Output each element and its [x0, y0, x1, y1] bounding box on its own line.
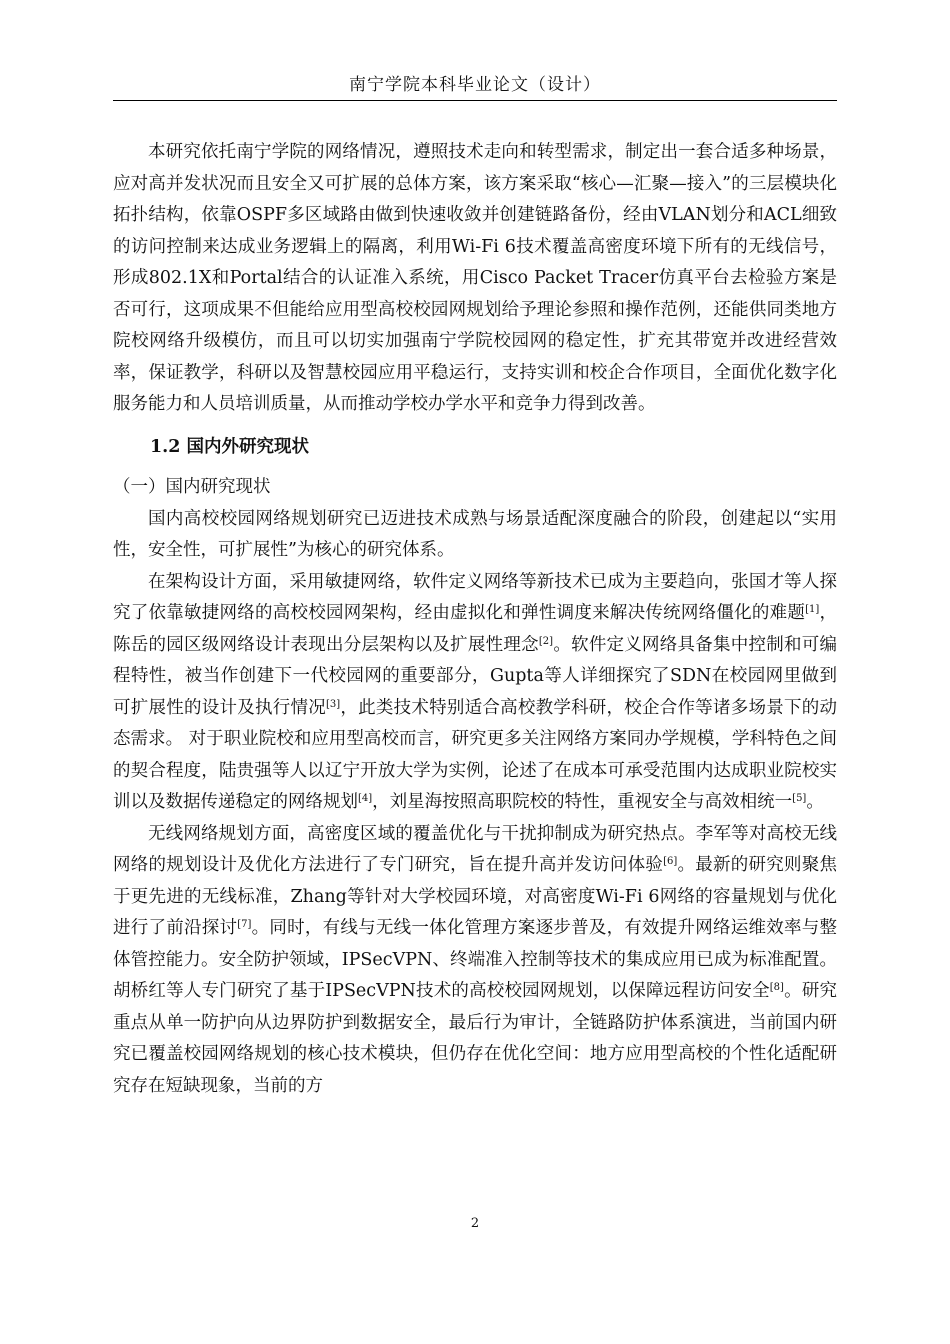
text-span: ，刘星海按照高职院校的特性，重视安全与高效相统一	[372, 792, 793, 812]
paragraph-wireless	[113, 819, 837, 1103]
subsection-heading: （一）国内研究现状	[113, 477, 271, 497]
citation: [6]	[663, 856, 678, 867]
paragraph-domestic-overview: 国内高校校园网络规划研究已迈进技术成熟与场景适配深度融合的阶段，创建起以“实用性，安全性，可扩展性”为核心的研究体系。	[113, 508, 837, 560]
citation: [1]	[805, 604, 820, 615]
text-span: 。研究重点从单一防护向从边界防护到数据安全，最后行为审计，全链路防护体系演进，当前国内研究已覆盖校园网络规划的核心技术模块，但仍存在优化空间：地方应用型高校的个性化适配研究存在短缺现象，当前的方	[113, 981, 838, 1096]
citation: [2]	[538, 635, 554, 647]
header-rule	[113, 100, 837, 101]
citation: [3]	[325, 698, 341, 710]
section-heading: 1.2 国内外研究现状	[150, 436, 310, 457]
paragraph-research-significance: 本研究依托南宁学院的网络情况，遵照技术走向和转型需求，制定出一套合适多种场景，应对高并发状况而且安全又可扩展的总体方案，该方案采取“核心—汇聚—接入”的三层模块化拓扑结构，依靠OSPF多区域路由做到快速收敛并创建链路备份，经由VLAN划分和ACL细致的访问控制来达成业务逻辑上的隔离，利用Wi-Fi 6技术覆盖高密度环境下所有的无线信号，形成802.1X和Portal结合的认证准入系统，用Cisco Packet Tracer仿真平台去检验方案是否可行，这项成果不但能给应用型高校校园网规划给予理论参照和操作范例，还能供同类地方院校网络升级模仿，而且可以切实加强南宁学院校园网的稳定性，扩充其带宽并改进经营效率，保证教学，科研以及智慧校园应用平稳运行，支持实训和校企合作项目，全面优化数字化服务能力和人员培训质量，从而推动学校办学水平和竞争力得到改善。	[113, 142, 837, 414]
citation: [5]	[792, 793, 807, 804]
text-span: 无线网络规划方面，高密度区域的覆盖优化与干扰抑制成为研究热点。李军等对高校无线网络的规划设计及优化方法进行了专门研究，旨在提升高并发访问体验	[113, 823, 837, 875]
body-text	[113, 137, 837, 1102]
text-span: 。软件定义网络具备集中控制和可编程特性，被当作创建下一代校园网的重要部分，Gupta等人详细探究了SDN在校园网里做到可扩展性的设计及执行情况	[113, 634, 838, 718]
page-number: 2	[470, 1216, 480, 1231]
text-span: 。最新的研究则聚焦于更先进的无线标准，Zhang等针对大学校园环境，对高密度Wi-Fi 6网络的容量规划与优化进行了前沿探讨	[113, 855, 838, 938]
text-span: 。同时，有线与无线一体化管理方案逐步普及，有效提升网络运维效率与整体管控能力。安全防护领域，IPSecVPN、终端准入控制等技术的集成应用已成为标准配置。胡桥红等人专门研究了基于IPSecVPN技术的高校校园网规划，以保障远程访问安全	[113, 918, 838, 1001]
text-span: ，陈岳的园区级网络设计表现出分层架构以及扩展性理念	[113, 603, 838, 655]
text-span: ，此类技术特别适合高校教学科研，校企合作等诸多场景下的动态需求。 对于职业院校和应用型高校而言，研究更多关注网络方案同办学规模，学科特色之间的契合程度，陆贵强等人以辽宁开放大学为实例，论述了在成本可承受范围内达成职业院校实训以及数据传递稳定的网络规划	[113, 697, 838, 812]
text-span: 在架构设计方面，采用敏捷网络，软件定义网络等新技术已成为主要趋向，张国才等人探究了依靠敏捷网络的高校校园网架构，经由虚拟化和弹性调度来解决传统网络僵化的难题	[113, 571, 837, 623]
citation: [8]	[769, 982, 784, 993]
citation: [7]	[237, 919, 252, 930]
citation: [4]	[358, 793, 373, 804]
running-header: 南宁学院本科毕业论文（设计）	[349, 75, 601, 95]
paragraph-architecture	[113, 567, 837, 819]
text-span: 。	[806, 792, 824, 812]
